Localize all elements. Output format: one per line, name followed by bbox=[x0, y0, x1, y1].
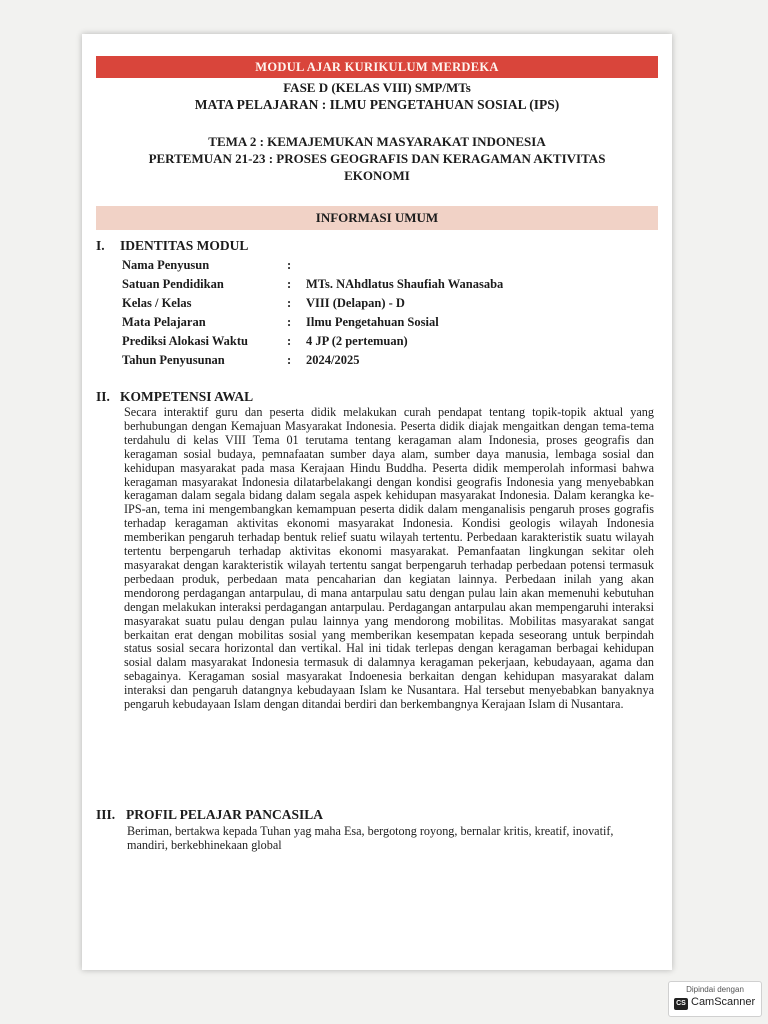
identity-row-mata-pelajaran bbox=[122, 313, 642, 331]
identity-row-satuan-pendidikan bbox=[122, 275, 642, 293]
identity-colon: : bbox=[287, 296, 292, 310]
profil-heading bbox=[96, 806, 323, 823]
identity-row-kelas bbox=[122, 294, 642, 312]
identity-value: 4 JP (2 pertemuan) bbox=[306, 334, 408, 348]
module-banner: MODUL AJAR KURIKULUM MERDEKA bbox=[96, 56, 658, 78]
theme-line: TEMA 2 : KEMAJEMUKAN MASYARAKAT INDONESIA bbox=[208, 134, 546, 149]
kompetensi-paragraph: Secara interaktif guru dan peserta didik melakukan curah pendapat tentang topik-topik aktual yang berhubungan dengan Kemajuan Masyarakat Indonesia. Peserta didik diajak mengaitkan dengan tema-tema terdahulu di kelas VIII Tema 01 terutama tentang keragaman alam Indonesia, proses geografis dan keragaman sosial budaya, pemnafaatan sumber daya alam, sumber daya manusia, lembaga sosial dan kehidupan masyarakat pada masa Kerajaan Hindu Buddha. Peserta didik memperolah informasi bahwa keragaman masyarakat Indonesia dilatarbelakangi dengan kondisi geografis Indonesia yang menyebabkan keragaman dalam segala bidang dalam segala aspek kehidupan masyarakat Indonesia. Dalam kerangka ke-IPS-an, tema ini mengembangkan kemampuan peserta didik dalam menganalisis pengaruh proses gografis terhadap keragaman aktivitas ekonomi masyarakat Indonesia. Kondisi geologis wilayah Indonesia memberikan pengaruh terhadap bentuk relief suatu wilayah tertentu. Perbedaan karakteristik suatu wilayah tertentu berpengaruh terhadap aktivitas ekonomi masyarakat. Pemanfaatan lingkungan sekitar oleh masyarakat dengan karakteristik wilayah tertentu sangat berpengaruh terhadap perbedaan potensi termasuk perbedaan produk, perbedaan mata pencaharian dan kegiatan lainnya. Perbedaan inilah yang akan mendorong perdagangan antarpulau, di mana antarpulau satu dengan pulau lain akan memenuhi kebutuhan dengan melakukan interaksi perdagangan antarpulau. Perdagangan antarpulau akan mempengaruhi interaksi masyarakat suatu pulau dengan pulau lainnya yang mendorong mobilitas. Mobilitas masyarakat sangat berkaitan erat dengan mobilitas sosial yang memberikan kesempatan kepada seseorang untuk berpindah status sosial secara horizontal dan vertikal. Hal ini tidak terlepas dengan keragaman berbagai kehidupan sosial dalam masyarakat Indonesia termasuk di dalamnya keragaman pekerjaan, kebudayaan, agama dan sebagainya. Keragaman sosial masyarakat Indoenesia berkaitan dengan kehidupan masyarakat dalam interaksi dan pengaruh datangnya kebudayaan Islam ke Nusantara. Hal tersebut menyebabkan banyaknya pengaruh kebudayaan Islam dengan ditandai berdiri dan berkembangnya Kerajaan Islam di Nusantara. bbox=[124, 405, 654, 712]
identity-label: Satuan Pendidikan bbox=[122, 277, 224, 291]
identity-colon: : bbox=[287, 258, 292, 272]
identity-label: Tahun Penyusunan bbox=[122, 353, 225, 367]
meeting-line-2: EKONOMI bbox=[344, 168, 410, 183]
watermark-brand: CamScanner bbox=[691, 996, 756, 1008]
identity-label: Mata Pelajaran bbox=[122, 315, 206, 329]
identity-row-tahun-penyusunan bbox=[122, 351, 642, 369]
kompetensi-number: II. bbox=[96, 389, 110, 404]
subject-line: MATA PELAJARAN : ILMU PENGETAHUAN SOSIAL (IPS) bbox=[194, 97, 560, 112]
meeting-line-1: PERTEMUAN 21-23 : PROSES GEOGRAFIS DAN KERAGAMAN AKTIVITAS bbox=[148, 151, 606, 166]
identity-label: Kelas / Kelas bbox=[122, 296, 192, 310]
camscanner-logo-icon: CS bbox=[674, 998, 688, 1010]
watermark-caption: Dipindai dengan bbox=[686, 985, 744, 994]
identitas-title: IDENTITAS MODUL bbox=[120, 238, 249, 253]
identity-value: VIII (Delapan) - D bbox=[306, 296, 405, 310]
identity-value: MTs. NAhdlatus Shaufiah Wanasaba bbox=[306, 277, 504, 291]
identity-row-alokasi-waktu bbox=[122, 332, 642, 350]
kompetensi-title: KOMPETENSI AWAL bbox=[120, 389, 254, 404]
identity-row-nama-penyusun bbox=[122, 256, 642, 274]
identity-colon: : bbox=[287, 315, 292, 329]
document-page bbox=[82, 34, 672, 970]
identity-colon: : bbox=[287, 334, 292, 348]
identitas-heading bbox=[96, 237, 248, 254]
identity-value: 2024/2025 bbox=[306, 353, 360, 367]
identity-colon: : bbox=[287, 353, 292, 367]
identity-value: Ilmu Pengetahuan Sosial bbox=[306, 315, 439, 329]
camscanner-watermark bbox=[668, 981, 762, 1017]
identity-label: Nama Penyusun bbox=[122, 258, 210, 272]
identity-colon: : bbox=[287, 277, 292, 291]
kompetensi-heading bbox=[96, 388, 253, 405]
identitas-number: I. bbox=[96, 238, 105, 253]
informasi-umum-bar: INFORMASI UMUM bbox=[96, 206, 658, 230]
profil-number: III. bbox=[96, 807, 116, 822]
profil-title: PROFIL PELAJAR PANCASILA bbox=[126, 807, 324, 822]
profil-paragraph: Beriman, bertakwa kepada Tuhan yag maha Esa, bergotong royong, bernalar kritis, kreatif, inovatif, mandiri, berkebhinekaan global bbox=[127, 824, 614, 852]
identity-label: Prediksi Alokasi Waktu bbox=[122, 334, 248, 348]
fase-line: FASE D (KELAS VIII) SMP/MTs bbox=[283, 80, 471, 95]
